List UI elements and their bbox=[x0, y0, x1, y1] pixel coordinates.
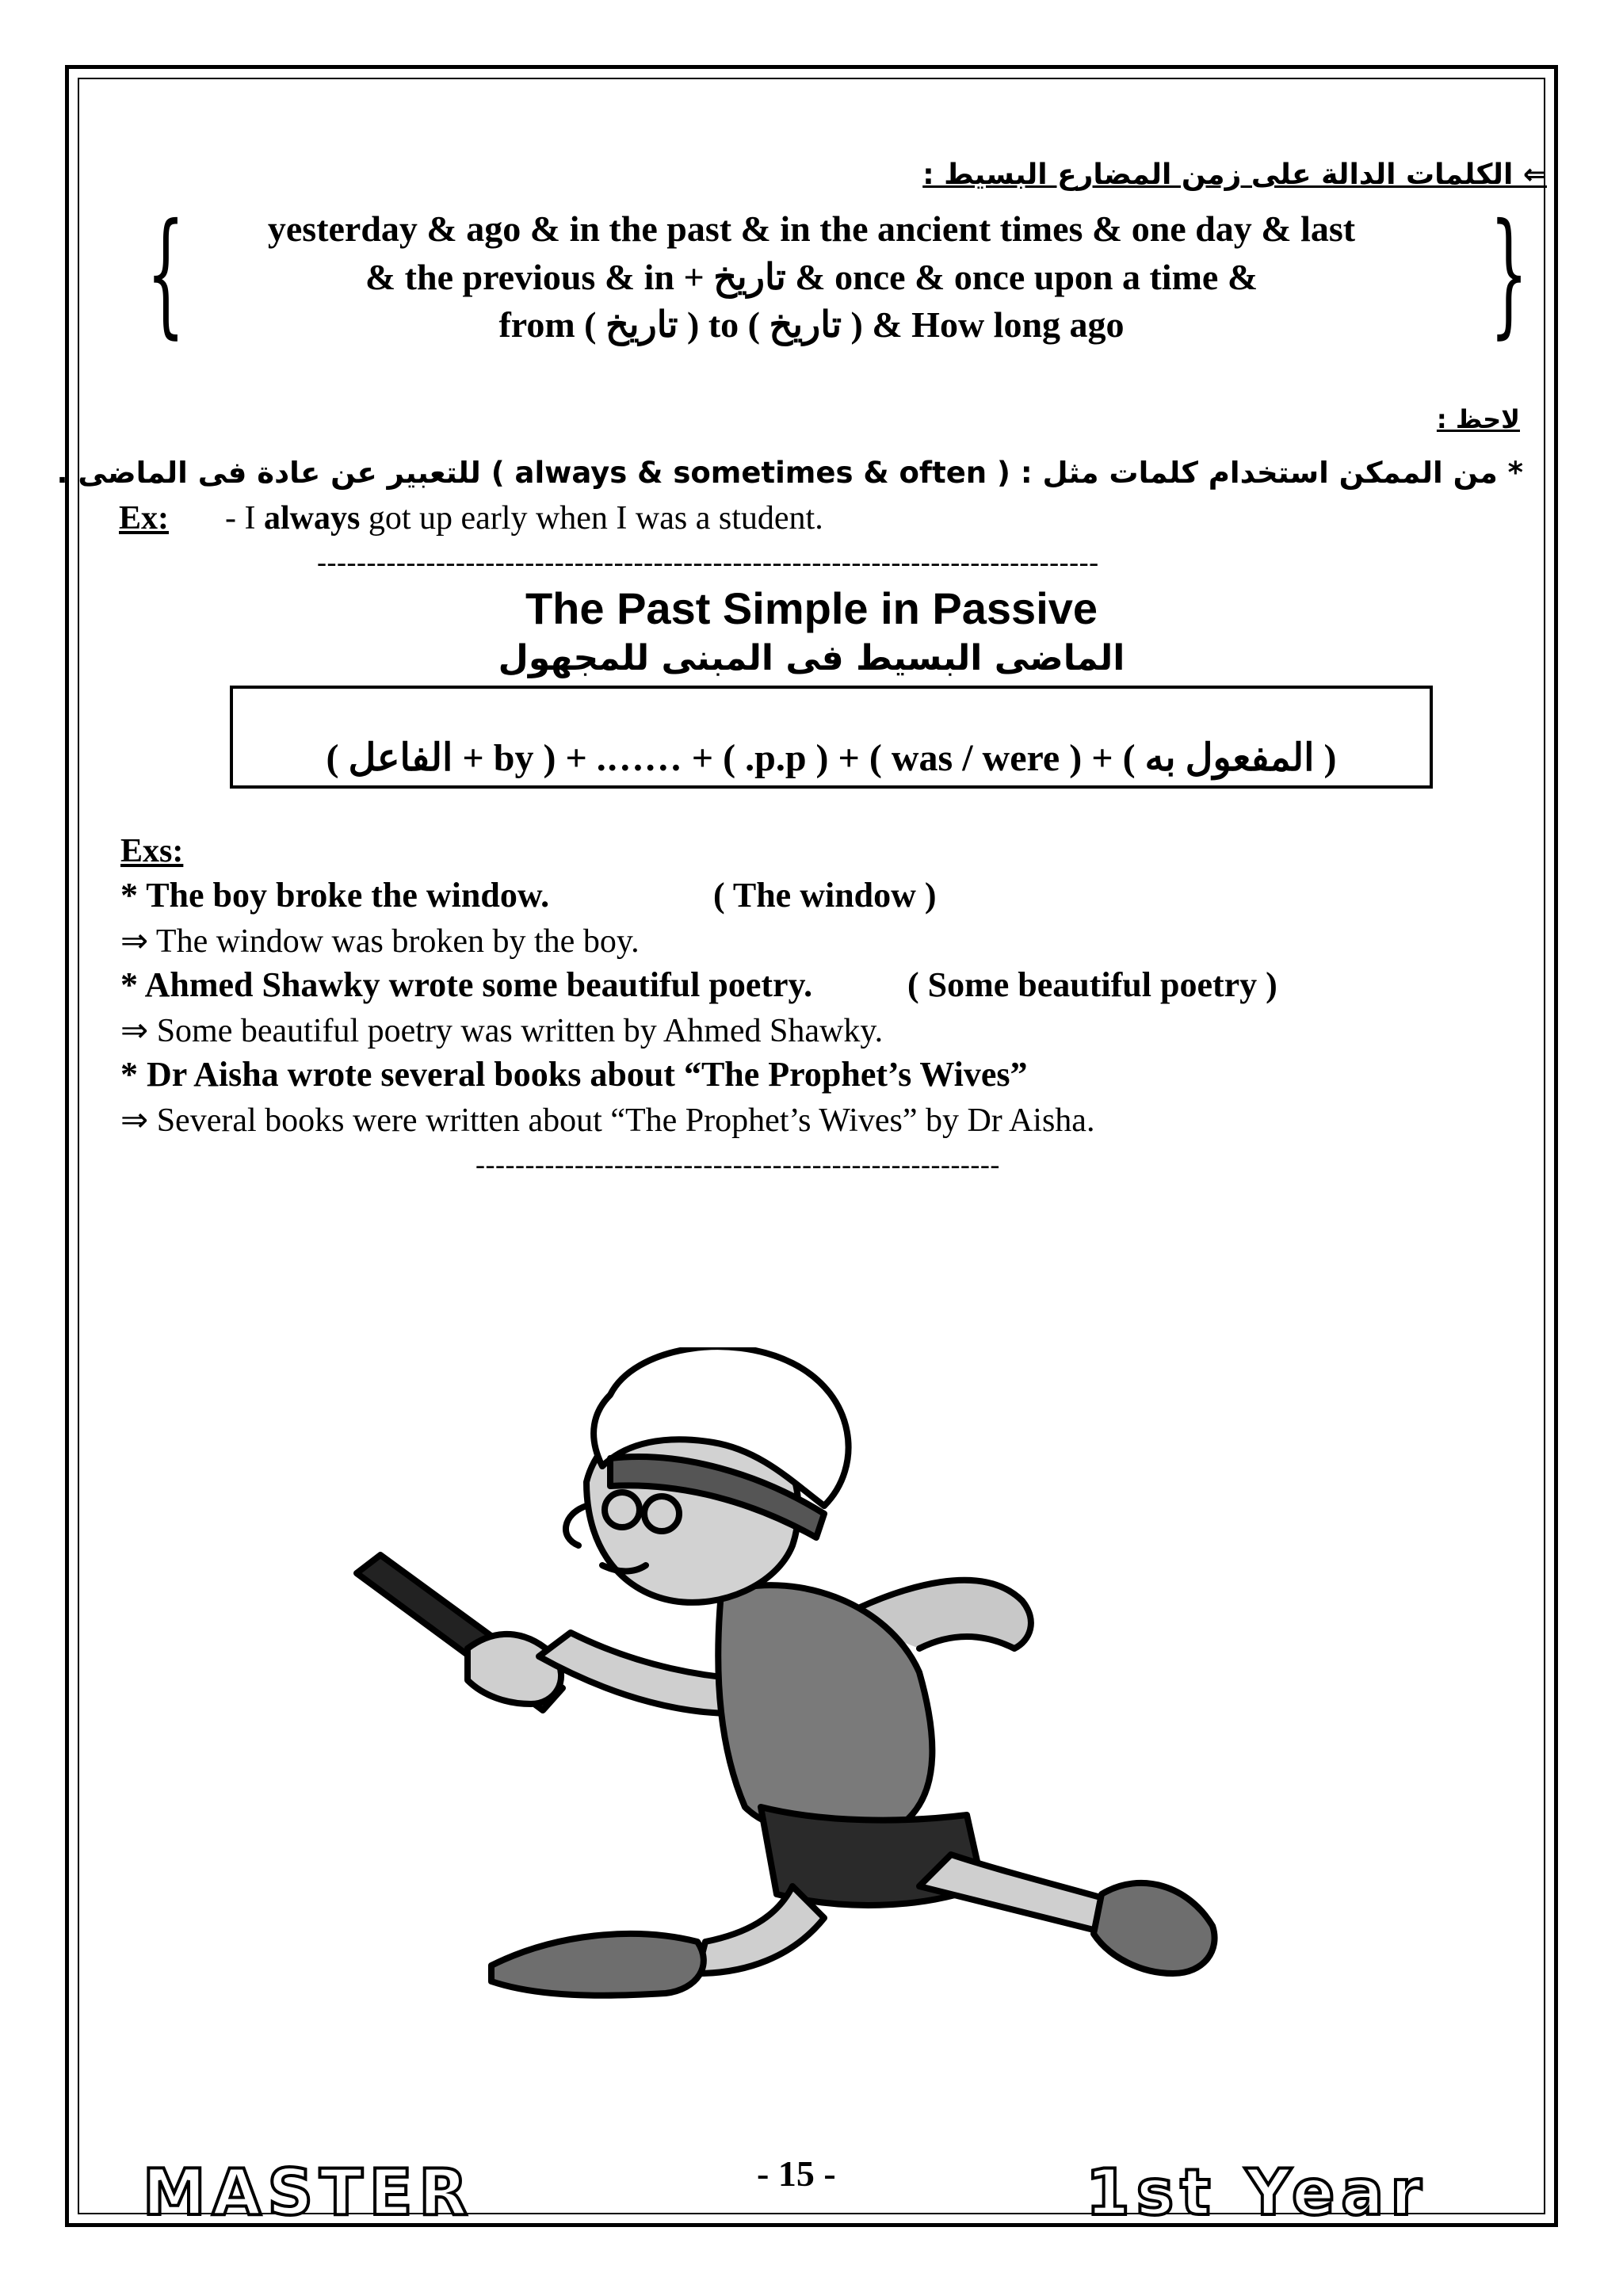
ex-text-bold: always bbox=[263, 500, 361, 537]
signal-words-heading: ⇐ الكلمات الدالة على زمن المضارع البسيط : bbox=[922, 159, 1547, 191]
note-text: * من الممكن استخدام كلمات مثل : ( always & sometimes & often ) للتعبير عن عادة فى الماضى . bbox=[56, 456, 1523, 490]
ex-text-pre: - I bbox=[225, 500, 264, 537]
separator-line-1: ------------------------------------------------------------------------------- bbox=[317, 546, 1099, 578]
page-number: - 15 - bbox=[757, 2153, 836, 2194]
separator-line-2: ----------------------------------------------------- bbox=[475, 1148, 1000, 1180]
footer-right-logo: 1st Year bbox=[1086, 2156, 1428, 2229]
example-2-passive: ⇒ Some beautiful poetry was written by Ahmed Shawky. bbox=[120, 1013, 884, 1049]
ex-label: Ex: bbox=[119, 500, 169, 537]
section-subtitle-ar: الماضى البسيط فى المبنى للمجهول bbox=[498, 638, 1125, 678]
signal-words-line3: from ( تاريخ ) to ( تاريخ ) & How long ago bbox=[498, 304, 1125, 345]
right-brace: } bbox=[1489, 195, 1529, 352]
example-2-active: * Ahmed Shawky wrote some beautiful poetry. bbox=[120, 965, 813, 1004]
section-title: The Past Simple in Passive bbox=[525, 583, 1098, 633]
signal-words-line2: & the previous & in + تاريخ & once & once upon a time & bbox=[365, 257, 1258, 297]
example-3-passive: ⇒ Several books were written about “The Prophet’s Wives” by Dr Aisha. bbox=[120, 1102, 1095, 1139]
footer-left-logo: MASTER bbox=[143, 2156, 474, 2229]
running-cartoon-man-icon bbox=[349, 1347, 1506, 2021]
examples-label: Exs: bbox=[120, 833, 184, 869]
note-example bbox=[119, 499, 823, 537]
note-heading: لاحظ : bbox=[1436, 404, 1520, 434]
example-1-passive: ⇒ The window was broken by the boy. bbox=[120, 923, 640, 960]
example-1-active: * The boy broke the window. bbox=[120, 876, 550, 915]
passive-formula: ( المفعول به ) + ( was / were ) + ( p.p. ) + ……. + ( by + الفاعل ) bbox=[326, 737, 1337, 779]
example-1-hint: ( The window ) bbox=[713, 876, 937, 915]
left-brace: { bbox=[146, 195, 185, 352]
ex-text-post: got up early when I was a student. bbox=[360, 500, 823, 537]
signal-words-line1: yesterday & ago & in the past & in the ancient times & one day & last bbox=[267, 208, 1356, 249]
example-3-active: * Dr Aisha wrote several books about “The Prophet’s Wives” bbox=[120, 1055, 1028, 1094]
example-2-hint: ( Some beautiful poetry ) bbox=[907, 965, 1277, 1004]
